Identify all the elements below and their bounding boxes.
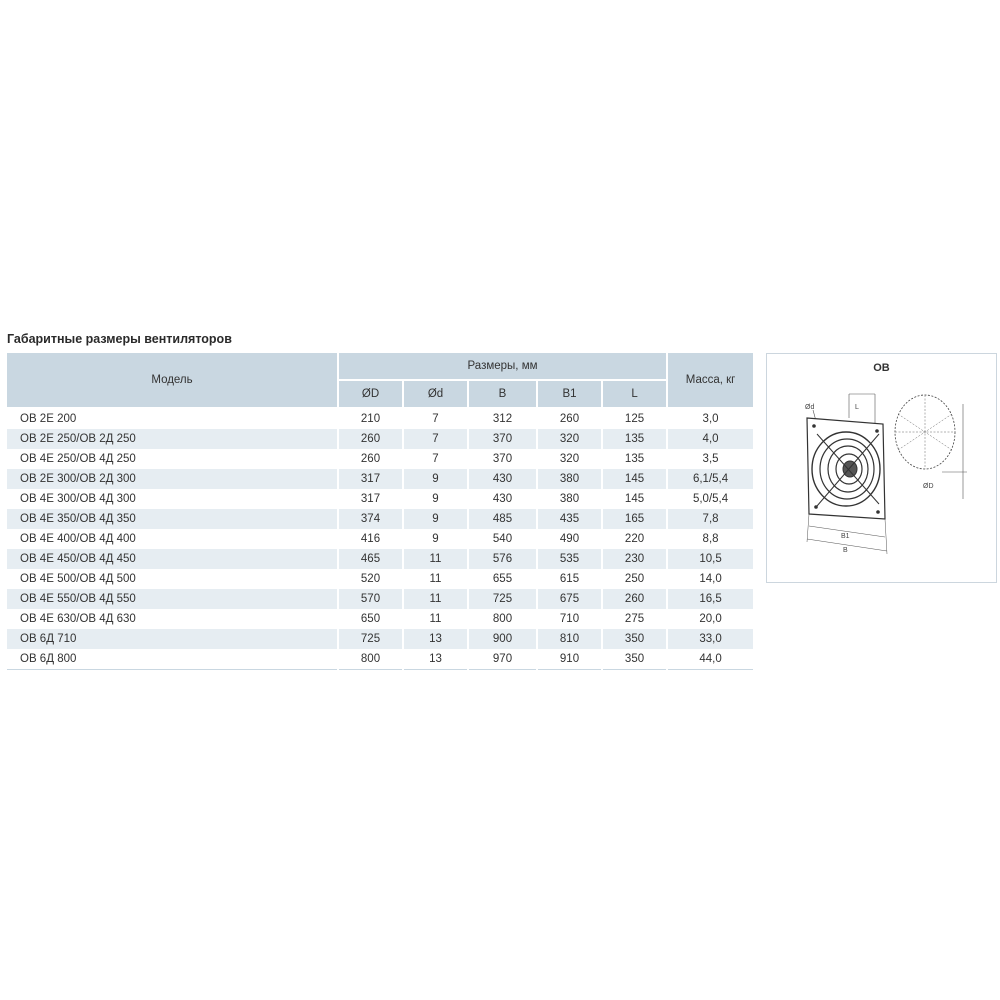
table-row [7, 408, 753, 429]
corner-hole-tr [875, 429, 879, 433]
length-l-cell: 145 [602, 489, 667, 509]
table-row [7, 589, 753, 609]
width-b-cell: 800 [468, 609, 537, 629]
mass-cell: 3,0 [702, 413, 719, 425]
length-l-cell: 350 [602, 629, 667, 649]
table-row [7, 489, 753, 509]
motor-hub [843, 461, 857, 477]
header-model: Модель [7, 353, 338, 408]
mass-cell: 14,0 [699, 573, 722, 585]
table-row [7, 549, 753, 569]
width-b-cell: 370 [468, 429, 537, 449]
mass-cell: 20,0 [699, 613, 722, 625]
width-b-cell: 900 [468, 629, 537, 649]
hole-diameter-cell: 7 [403, 429, 468, 449]
header-mass: Масса, кг [667, 353, 753, 408]
mass-cell: 3,5 [702, 453, 719, 465]
corner-hole-br [876, 510, 880, 514]
table-row [7, 429, 753, 449]
model-cell: ОВ 4Е 630/ОВ 4Д 630 [7, 609, 338, 629]
mass-cell: 10,5 [667, 549, 753, 569]
outer-diameter-cell: 465 [338, 549, 403, 569]
table-row [7, 609, 753, 629]
corner-hole-tl [812, 424, 816, 428]
hole-diameter-cell: 7 [403, 408, 468, 429]
mass-cell: 7,8 [667, 509, 753, 529]
length-l-cell: 220 [602, 529, 667, 549]
fan-drawing [767, 354, 996, 582]
outer-diameter-cell: 416 [338, 529, 403, 549]
outer-diameter-cell: 800 [338, 649, 403, 670]
hole-diameter-cell: 13 [403, 629, 468, 649]
mass-cell: 33,0 [667, 629, 753, 649]
hole-diameter-cell: 9 [403, 489, 468, 509]
width-b-cell: 312 [468, 408, 537, 429]
hole-diameter-cell: 9 [403, 509, 468, 529]
model-cell: ОВ 2Е 300/ОВ 2Д 300 [7, 469, 338, 489]
width-b-cell: 430 [468, 469, 537, 489]
hole-diameter-cell: 11 [403, 589, 468, 609]
header-outer-diameter: ØD [338, 380, 403, 408]
table-row [7, 629, 753, 649]
table-body [7, 408, 753, 670]
outer-diameter-cell: 210 [338, 408, 403, 429]
model-cell: ОВ 4Е 550/ОВ 4Д 550 [7, 589, 338, 609]
outer-diameter-cell: 260 [338, 449, 403, 469]
model-cell: ОВ 4Е 450/ОВ 4Д 450 [7, 549, 338, 569]
fan-diagram-panel [766, 353, 997, 583]
table-row [7, 529, 753, 549]
table-row [7, 509, 753, 529]
header-width-b1: B1 [537, 380, 602, 408]
header-sizes: Размеры, мм [338, 353, 667, 380]
outer-diameter-cell: 374 [338, 509, 403, 529]
width-b-cell: 576 [468, 549, 537, 569]
table-row [7, 569, 753, 589]
label-length-l: L [855, 404, 859, 411]
label-width-b: B [843, 547, 848, 554]
length-l-cell: 250 [602, 569, 667, 589]
mass-cell: 4,0 [667, 429, 753, 449]
length-l-cell: 135 [602, 429, 667, 449]
length-l-cell: 145 [602, 469, 667, 489]
width-b1-cell: 260 [537, 408, 602, 429]
model-cell: ОВ 4Е 250/ОВ 4Д 250 [7, 449, 338, 469]
model-cell: ОВ 2Е 250/ОВ 2Д 250 [7, 429, 338, 449]
mass-cell: 16,5 [667, 589, 753, 609]
hole-diameter-cell: 11 [403, 549, 468, 569]
width-b1-cell: 910 [537, 649, 602, 670]
model-cell: ОВ 4Е 400/ОВ 4Д 400 [7, 529, 338, 549]
width-b1-cell: 675 [537, 589, 602, 609]
b-extension-left [807, 514, 809, 542]
width-b-cell: 970 [468, 649, 537, 670]
length-l-cell: 165 [602, 509, 667, 529]
hole-diameter-cell: 11 [403, 609, 468, 629]
model-cell: ОВ 4Е 350/ОВ 4Д 350 [7, 509, 338, 529]
hole-diameter-cell: 7 [403, 449, 468, 469]
length-l-cell: 275 [602, 609, 667, 629]
table-row [7, 649, 753, 670]
header-length-l: L [602, 380, 667, 408]
label-width-b1: B1 [841, 533, 850, 540]
length-l-cell: 125 [602, 408, 667, 429]
diagram-title: ОВ [873, 362, 890, 374]
hole-diameter-cell: 13 [403, 649, 468, 670]
width-b1-cell: 435 [537, 509, 602, 529]
length-l-cell: 135 [602, 449, 667, 469]
header-hole-diameter: Ød [403, 380, 468, 408]
width-b1-cell: 320 [537, 449, 602, 469]
width-b1-cell: 615 [537, 569, 602, 589]
width-b-cell: 540 [468, 529, 537, 549]
corner-hole-bl [814, 505, 818, 509]
hole-diameter-cell: 9 [403, 529, 468, 549]
page-title: Габаритные размеры вентиляторов [7, 332, 232, 346]
outer-diameter-cell: 570 [338, 589, 403, 609]
outer-diameter-cell: 317 [338, 489, 403, 509]
outer-diameter-cell: 650 [338, 609, 403, 629]
length-l-cell: 230 [602, 549, 667, 569]
width-b-cell: 485 [468, 509, 537, 529]
b-extension-right [885, 519, 887, 554]
width-b1-cell: 810 [537, 629, 602, 649]
width-b1-cell: 320 [537, 429, 602, 449]
length-l-cell: 350 [602, 649, 667, 670]
width-b-cell: 725 [468, 589, 537, 609]
mass-cell: 5,0/5,4 [692, 493, 729, 505]
model-cell: ОВ 4Е 500/ОВ 4Д 500 [7, 569, 338, 589]
table-row [7, 469, 753, 489]
model-cell: ОВ 6Д 800 [7, 649, 338, 670]
hole-diameter-cell: 9 [403, 469, 468, 489]
width-b1-cell: 380 [537, 489, 602, 509]
label-outer-diameter: ØD [923, 483, 934, 490]
outer-diameter-cell: 260 [338, 429, 403, 449]
hole-diameter-cell: 11 [403, 569, 468, 589]
dimensions-table [7, 353, 753, 670]
width-b1-cell: 380 [537, 469, 602, 489]
model-cell: ОВ 2Е 200 [7, 408, 338, 429]
length-l-cell: 260 [602, 589, 667, 609]
width-b-cell: 430 [468, 489, 537, 509]
label-hole-diameter: Ød [805, 404, 815, 411]
outer-diameter-cell: 520 [338, 569, 403, 589]
mass-cell: 6,1/5,4 [667, 469, 753, 489]
mass-cell: 44,0 [667, 649, 753, 670]
width-b-cell: 655 [468, 569, 537, 589]
model-cell: ОВ 6Д 710 [7, 629, 338, 649]
table-row [7, 449, 753, 469]
mass-cell: 8,8 [702, 533, 719, 545]
outer-diameter-cell: 317 [338, 469, 403, 489]
outer-diameter-cell: 725 [338, 629, 403, 649]
header-width-b: B [468, 380, 537, 408]
width-b1-cell: 490 [537, 529, 602, 549]
width-b-cell: 370 [468, 449, 537, 469]
width-b1-cell: 710 [537, 609, 602, 629]
model-cell: ОВ 4Е 300/ОВ 4Д 300 [7, 489, 338, 509]
width-b1-cell: 535 [537, 549, 602, 569]
